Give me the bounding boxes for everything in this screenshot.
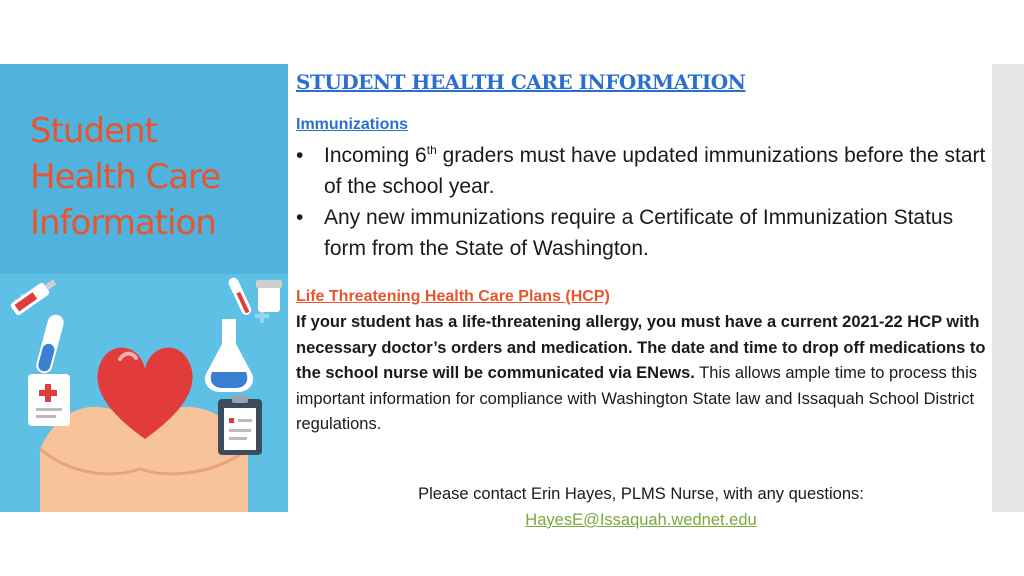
syringe-icon bbox=[10, 276, 59, 316]
flask-icon bbox=[205, 319, 253, 392]
page-title: STUDENT HEALTH CARE INFORMATION bbox=[296, 70, 746, 94]
immunizations-list bbox=[296, 140, 986, 264]
list-item bbox=[324, 140, 986, 202]
side-title-line-2: Health Care bbox=[30, 157, 221, 197]
left-panel bbox=[0, 64, 288, 512]
test-tube-icon bbox=[35, 313, 66, 375]
bullet-1-pre: Incoming 6 bbox=[324, 144, 427, 167]
right-sidebar-bar bbox=[992, 64, 1024, 512]
pill-bottle-icon bbox=[256, 280, 282, 312]
side-title bbox=[30, 108, 280, 246]
clipboard-icon bbox=[218, 395, 262, 455]
contact-section bbox=[296, 481, 986, 533]
side-title-line-1: Student bbox=[30, 111, 157, 151]
contact-text: Please contact Erin Hayes, PLMS Nurse, with any questions: bbox=[418, 485, 864, 503]
thermometer-icon bbox=[227, 276, 253, 316]
health-care-illustration bbox=[0, 274, 288, 512]
health-care-illustration-svg bbox=[0, 274, 288, 512]
hcp-heading: Life Threatening Health Care Plans (HCP) bbox=[296, 288, 610, 305]
hcp-normal-text: This allows ample time to process this important information for compliance with Washington State law and Issaquah School District regulations. bbox=[296, 364, 978, 433]
list-item: • Any new immunizations require a Certificate of Immunization Status form from the State of Washington. bbox=[324, 202, 986, 264]
bullet-1-sup: th bbox=[426, 143, 437, 157]
hcp-bold-text: If your student has a life-threatening allergy, you must have a current 2021-22 HCP with necessary doctor’s orders and medication. The date and time to drop off medications to the school nurse will be communicated via ENews. bbox=[296, 313, 986, 382]
medical-chart-icon bbox=[28, 374, 70, 426]
immunizations-heading: Immunizations bbox=[296, 116, 409, 133]
side-title-line-3: Information bbox=[30, 203, 216, 243]
content-area bbox=[296, 70, 986, 438]
email-link[interactable]: HayesE@Issaquah.wednet.edu bbox=[525, 511, 757, 529]
hcp-body bbox=[296, 310, 986, 438]
bullet-1-post: graders must have updated immunizations before the start of the school year. bbox=[324, 144, 986, 198]
